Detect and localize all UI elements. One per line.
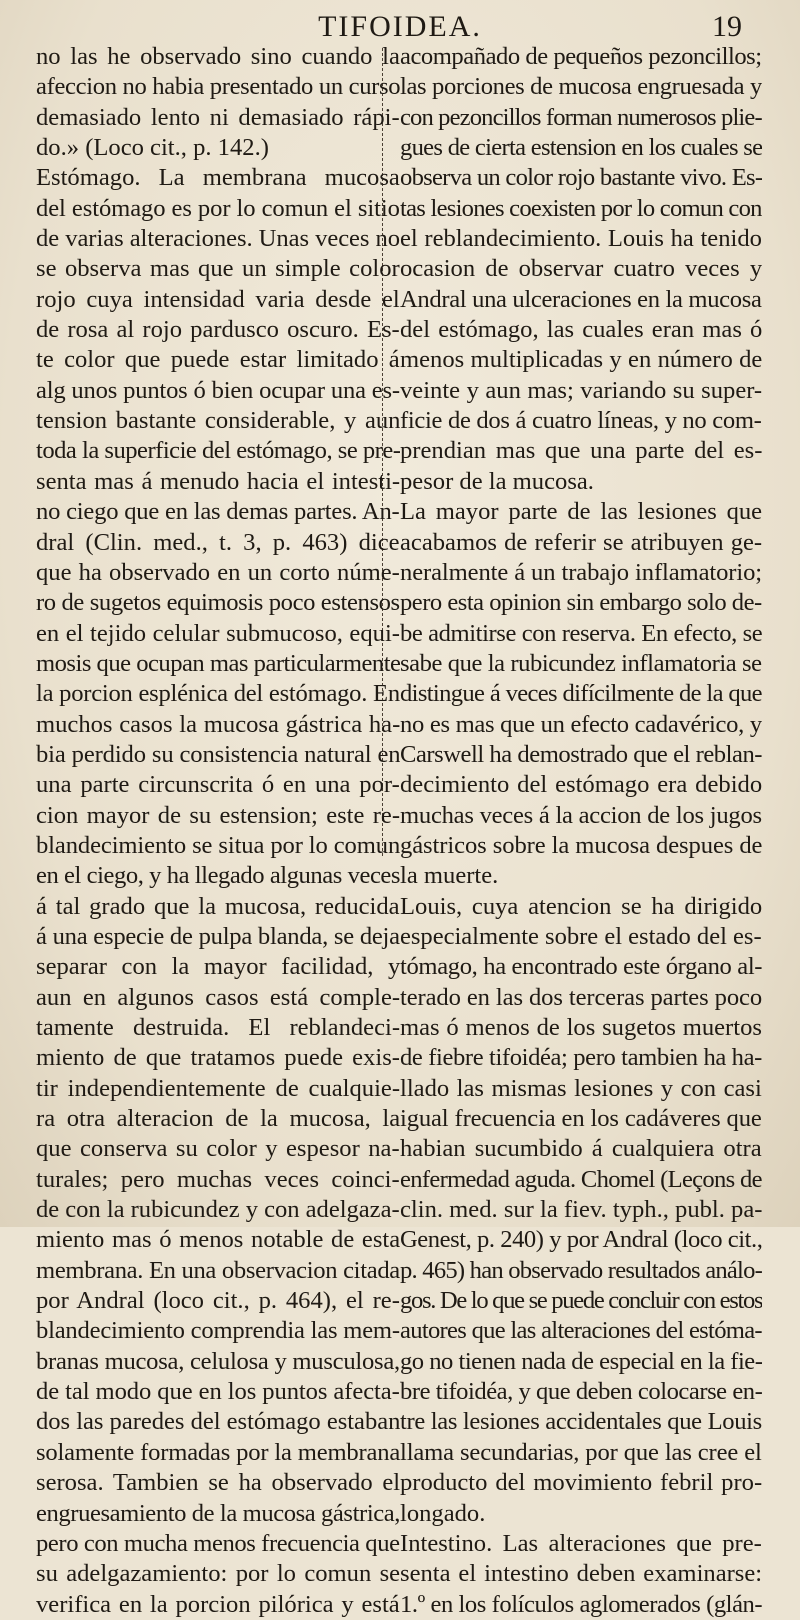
text-line: demasiado lento ni demasiado rápi- <box>36 103 400 131</box>
text-line: cion mayor de su estension; este re- <box>36 801 400 829</box>
text-line: Genest, p. 240) y por Andral (loco cit., <box>400 1226 762 1254</box>
text-line: de varias alteraciones. Unas veces no <box>36 225 400 253</box>
text-line: muchos casos la mucosa gástrica ha- <box>36 710 400 738</box>
text-line: la muerte. <box>400 862 499 890</box>
text-line: pesor de la mucosa. <box>400 467 594 495</box>
text-line: llama secundarias, por que las cree el <box>400 1438 762 1466</box>
text-line: ficie de dos á cuatro líneas, y no com- <box>400 407 762 435</box>
text-line: enfermedad aguda. Chomel (Leçons de <box>400 1165 762 1193</box>
text-line: muchas veces á la accion de los jugos <box>400 801 762 829</box>
text-line: dral (Clin. med., t. 3, p. 463) dice <box>36 528 400 556</box>
left-column <box>36 42 400 1620</box>
text-line: alg unos puntos ó bien ocupar una es- <box>36 376 400 404</box>
text-line: afeccion no habia presentado un curso <box>36 73 400 101</box>
text-line: bre tifoidéa, y que deben colocarse en- <box>400 1378 762 1406</box>
text-line: mosis que ocupan mas particularmente <box>36 649 400 677</box>
text-line: te color que puede estar limitado á <box>36 346 400 374</box>
text-line: serosa. Tambien se ha observado el <box>36 1469 400 1497</box>
text-line: del estómago es por lo comun el sitio <box>36 194 400 222</box>
running-header <box>30 10 770 46</box>
text-line: las porciones de mucosa engruesada y <box>400 73 762 101</box>
text-line: de fiebre tifoidéa; pero tambien ha ha- <box>400 1044 762 1072</box>
text-line: tómago, ha encontrado este órgano al- <box>400 953 762 981</box>
text-line: observa un color rojo bastante vivo. Es- <box>400 164 762 192</box>
text-line: autores que las alteraciones del estóma- <box>400 1317 762 1345</box>
text-line: no es mas que un efecto cadavérico, y <box>400 710 762 738</box>
text-line: engruesamiento de la mucosa gástrica, <box>36 1499 400 1527</box>
text-line: Intestino. Las alteraciones que pre- <box>400 1529 762 1557</box>
text-line: en el ciego, y ha llegado algunas veces <box>36 862 400 890</box>
text-line: por Andral (loco cit., p. 464), el re- <box>36 1287 400 1315</box>
text-line: habian sucumbido á cualquiera otra <box>400 1135 762 1163</box>
text-line: senta el intestino deben examinarse: <box>400 1560 762 1588</box>
text-line: tir independientemente de cualquie- <box>36 1074 400 1102</box>
text-line: llado las mismas lesiones y con casi <box>400 1074 762 1102</box>
text-line: especialmente sobre el estado del es- <box>400 922 762 950</box>
text-line: longado. <box>400 1499 486 1527</box>
text-line: menos multiplicadas y en número de <box>400 346 762 374</box>
text-line: verifica en la porcion pilórica y está <box>36 1590 400 1618</box>
text-line: terado en las dos terceras partes poco <box>400 983 762 1011</box>
text-line: en el tejido celular submucoso, equi- <box>36 619 400 647</box>
text-line: su adelgazamiento: por lo comun se <box>36 1560 400 1588</box>
text-line: miento mas ó menos notable de esta <box>36 1226 400 1254</box>
right-column <box>400 42 762 1620</box>
text-line: distingue á veces difícilmente de la que <box>400 680 762 708</box>
text-line: separar con la mayor facilidad, y <box>36 953 400 981</box>
running-title: TIFOIDEA. <box>318 10 482 43</box>
text-line: no las he observado sino cuando la <box>36 43 400 70</box>
text-line: que ha observado en un corto núme- <box>36 558 400 586</box>
text-line: gos. De lo que se puede concluir con estos <box>400 1287 762 1315</box>
text-line: se observa mas que un simple color <box>36 255 400 283</box>
text-line: Carswell ha demostrado que el reblan- <box>400 740 762 768</box>
text-line: senta mas á menudo hacia el intesti- <box>36 467 400 495</box>
text-line: de tal modo que en los puntos afecta- <box>36 1378 400 1406</box>
text-line: producto del movimiento febril pro- <box>400 1469 762 1497</box>
text-line: sabe que la rubicundez inflamatoria se <box>400 649 762 677</box>
page-number: 19 <box>712 10 742 43</box>
text-line: dos las paredes del estómago estaban <box>36 1408 400 1436</box>
text-line: á una especie de pulpa blanda, se deja <box>36 922 400 950</box>
text-line: acabamos de referir se atribuyen ge- <box>400 528 762 556</box>
text-line: miento de que tratamos puede exis- <box>36 1044 400 1072</box>
text-line: solamente formadas por la membrana <box>36 1438 400 1466</box>
text-line: prendian mas que una parte del es- <box>400 437 762 465</box>
text-line: veinte y aun mas; variando su super- <box>400 376 762 404</box>
text-line: bia perdido su consistencia natural en <box>36 740 400 768</box>
text-line: á tal grado que la mucosa, reducida <box>36 892 400 920</box>
text-line: Louis, cuya atencion se ha dirigido <box>400 892 762 920</box>
text-line: be admitirse con reserva. En efecto, se <box>400 619 762 647</box>
text-line: clin. med. sur la fiev. typh., publ. pa- <box>400 1196 762 1224</box>
text-line: neralmente á un trabajo inflamatorio; <box>400 558 762 586</box>
text-line: el reblandecimiento. Louis ha tenido <box>400 225 762 253</box>
text-line: tension bastante considerable, y aun <box>36 407 400 435</box>
text-line: blandecimiento comprendia las mem- <box>36 1317 400 1345</box>
text-line: membrana. En una observacion citada <box>36 1256 400 1284</box>
text-line: toda la superficie del estómago, se pre- <box>36 437 400 465</box>
text-line: mas ó menos de los sugetos muertos <box>400 1014 762 1041</box>
text-line: tre las lesiones accidentales que Louis <box>400 1408 762 1436</box>
text-line: del estómago, las cuales eran mas ó <box>400 316 762 344</box>
text-line: branas mucosa, celulosa y musculosa, <box>36 1347 400 1375</box>
text-line: p. 465) han observado resultados análo- <box>400 1256 762 1284</box>
text-line: go no tienen nada de especial en la fie- <box>400 1347 762 1375</box>
text-line: con pezoncillos forman numerosos plie- <box>400 103 762 131</box>
text-line: gástricos sobre la mucosa despues de <box>400 831 762 859</box>
text-line: Andral una ulceraciones en la mucosa <box>400 285 762 313</box>
text-line: de rosa al rojo pardusco oscuro. Es- <box>36 316 400 344</box>
text-line: una parte circunscrita ó en una por- <box>36 771 400 799</box>
text-line: decimiento del estómago era debido <box>400 771 762 799</box>
text-line: ocasion de observar cuatro veces y <box>400 255 762 283</box>
text-line: pero con mucha menos frecuencia que <box>36 1529 400 1557</box>
text-line: do.» (Loco cit., p. 142.) <box>36 134 269 162</box>
text-line: gues de cierta estension en los cuales se <box>400 134 762 162</box>
text-line: que conserva su color y espesor na- <box>36 1135 400 1163</box>
text-line: ro de sugetos equimosis poco estensos <box>36 589 400 617</box>
text-line: tas lesiones coexisten por lo comun con <box>400 194 762 222</box>
text-line: igual frecuencia en los cadáveres que <box>400 1105 762 1133</box>
text-line: ra otra alteracion de la mucosa, la <box>36 1105 400 1133</box>
text-line: turales; pero muchas veces coinci- <box>36 1165 400 1193</box>
text-line: de con la rubicundez y con adelgaza- <box>36 1196 400 1224</box>
text-line: pero esta opinion sin embargo solo de- <box>400 589 762 617</box>
text-line: no ciego que en las demas partes. An- <box>36 498 400 526</box>
text-line: tamente destruida. El reblandeci- <box>36 1014 400 1041</box>
text-line: La mayor parte de las lesiones que <box>400 498 762 526</box>
text-line: 1.º en los folículos aglomerados (glán- <box>400 1590 762 1618</box>
text-line: acompañado de pequeños pezoncillos; <box>400 43 762 70</box>
text-line: blandecimiento se situa por lo comun <box>36 831 400 859</box>
text-line: rojo cuya intensidad varia desde el <box>36 285 400 313</box>
text-line: la porcion esplénica del estómago. En <box>36 680 400 708</box>
text-line: aun en algunos casos está comple- <box>36 983 400 1011</box>
text-line: Estómago. La membrana mucosa <box>36 164 400 192</box>
